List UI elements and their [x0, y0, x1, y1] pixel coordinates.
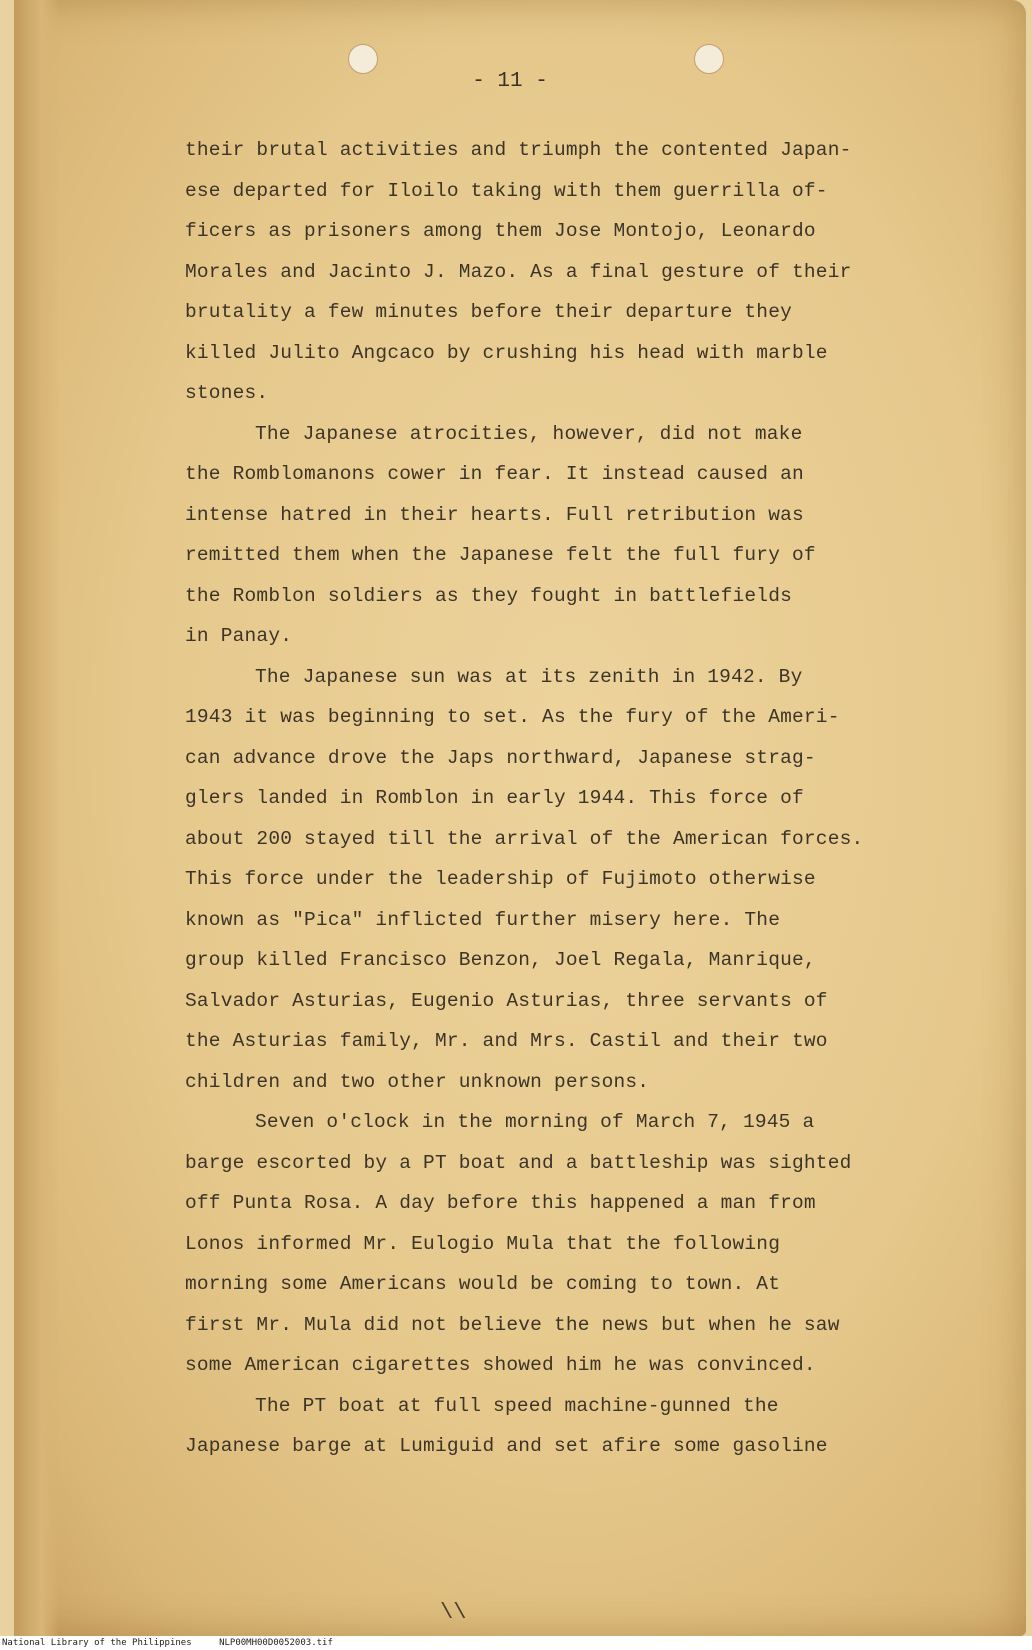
- text-line: brutality a few minutes before their departure they: [185, 301, 792, 323]
- text-line: off Punta Rosa. A day before this happened a man from: [185, 1192, 816, 1214]
- page-number: - 11 -: [472, 70, 548, 93]
- text-line: intense hatred in their hearts. Full retribution was: [185, 503, 804, 526]
- text-line: stones.: [185, 382, 269, 404]
- text-line: first Mr. Mula did not believe the news but when he saw: [185, 1313, 840, 1336]
- text-line: in Panay.: [185, 625, 293, 647]
- footer-file: NLP00MH00D0052003.tif: [219, 1638, 333, 1648]
- paragraph: [185, 657, 915, 1103]
- text-line: Lonos informed Mr. Eulogio Mula that the following: [185, 1232, 781, 1255]
- paragraph: [185, 1386, 915, 1467]
- text-line: barge escorted by a PT boat and a battleship was sighted: [185, 1151, 852, 1174]
- punch-hole-left: [348, 44, 378, 74]
- paragraph: [185, 414, 915, 657]
- punch-hole-right: [694, 44, 724, 74]
- text-line: their brutal activities and triumph the contented Japan-: [185, 139, 852, 161]
- text-line: morning some Americans would be coming to town. At: [185, 1273, 781, 1295]
- page-edge-shadow: [14, 0, 60, 1636]
- text-line: killed Julito Angcaco by crushing his head with marble: [185, 341, 828, 364]
- archive-footer: [0, 1636, 1032, 1650]
- paragraph: [185, 130, 915, 414]
- text-line: This force under the leadership of Fujimoto otherwise: [185, 868, 816, 890]
- text-line: Japanese barge at Lumiguid and set afire some gasoline: [185, 1435, 828, 1457]
- body-text: [185, 130, 915, 1467]
- text-line: known as "Pica" inflicted further misery here. The: [185, 908, 781, 931]
- text-line: ficers as prisoners among them Jose Montojo, Leonardo: [185, 220, 816, 242]
- text-line: children and two other unknown persons.: [185, 1070, 650, 1093]
- text-line: the Romblomanons cower in fear. It instead caused an: [185, 463, 804, 485]
- text-line: Salvador Asturias, Eugenio Asturias, three servants of: [185, 989, 828, 1012]
- text-line: remitted them when the Japanese felt the full fury of: [185, 544, 816, 566]
- text-line: can advance drove the Japs northward, Japanese strag-: [185, 746, 816, 769]
- text-line: about 200 stayed till the arrival of the American forces.: [185, 827, 864, 850]
- text-line: The PT boat at full speed machine-gunned the: [255, 1394, 779, 1417]
- paragraph: [185, 1102, 915, 1386]
- text-line: The Japanese atrocities, however, did not make: [255, 422, 803, 445]
- text-line: 1943 it was beginning to set. As the fury of the Ameri-: [185, 706, 840, 728]
- footer-source: National Library of the Philippines: [2, 1638, 192, 1648]
- text-line: some American cigarettes showed him he was convinced.: [185, 1354, 816, 1376]
- text-line: glers landed in Romblon in early 1944. This force of: [185, 787, 804, 809]
- text-line: the Romblon soldiers as they fought in battlefields: [185, 584, 792, 607]
- text-line: Morales and Jacinto J. Mazo. As a final gesture of their: [185, 260, 852, 283]
- text-line: ese departed for Iloilo taking with them guerrilla of-: [185, 179, 828, 202]
- text-line: Seven o'clock in the morning of March 7, 1945 a: [255, 1111, 815, 1133]
- text-line: group killed Francisco Benzon, Joel Regala, Manrique,: [185, 949, 816, 971]
- handwritten-mark: \\: [440, 1600, 467, 1625]
- text-line: The Japanese sun was at its zenith in 1942. By: [255, 665, 803, 688]
- text-line: the Asturias family, Mr. and Mrs. Castil and their two: [185, 1030, 828, 1052]
